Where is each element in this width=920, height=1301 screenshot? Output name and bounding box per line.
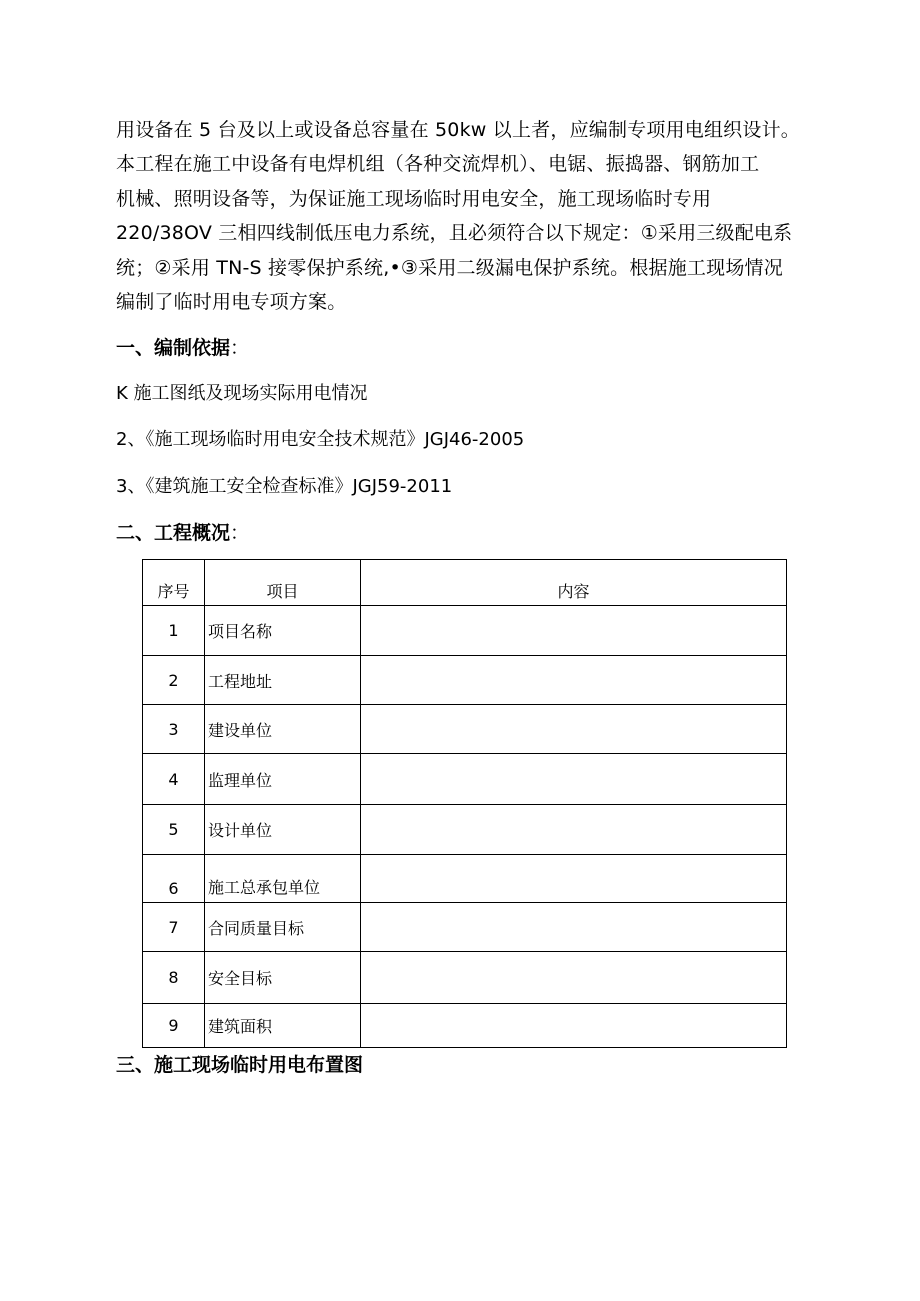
section-3-heading (116, 1053, 363, 1077)
table-row (143, 656, 787, 705)
row-content (361, 754, 787, 805)
row-item: 工程地址 (205, 656, 361, 705)
table-row (143, 903, 787, 952)
row-content (361, 606, 787, 656)
row-item: 合同质量目标 (205, 903, 361, 952)
table-row (143, 952, 787, 1004)
section-3-title: 三、施工现场临时用电布置图 (116, 1054, 364, 1076)
table-row (143, 754, 787, 805)
row-item: 监理单位 (205, 754, 361, 805)
row-index: 9 (143, 1004, 205, 1048)
header-item: 项目 (205, 560, 361, 606)
row-index: 5 (143, 805, 205, 855)
intro-line-5: 统；②采用 TN-S 接零保护系统,•③采用二级漏电保护系统。根据施工现场情况 (116, 257, 783, 279)
row-item: 设计单位 (205, 805, 361, 855)
intro-line-2: 本工程在施工中设备有电焊机组（各种交流焊机）、电锯、振捣器、钢筋加工 (116, 153, 760, 175)
intro-line-4: 220/38OV 三相四线制低压电力系统，且必须符合以下规定：①采用三级配电系 (116, 222, 793, 244)
row-index: 1 (143, 606, 205, 656)
row-item: 施工总承包单位 (205, 855, 361, 903)
row-index: 2 (143, 656, 205, 705)
table-header-row (143, 560, 787, 606)
header-content: 内容 (361, 560, 787, 606)
reference-item-1: K 施工图纸及现场实际用电情况 (116, 383, 368, 404)
header-index: 序号 (143, 560, 205, 606)
row-item: 安全目标 (205, 952, 361, 1004)
section-2-colon: ： (230, 522, 250, 544)
intro-line-1: 用设备在 5 台及以上或设备总容量在 50kw 以上者，应编制专项用电组织设计。 (116, 119, 800, 141)
table-row (143, 606, 787, 656)
row-content (361, 656, 787, 705)
row-item: 项目名称 (205, 606, 361, 656)
row-content (361, 1004, 787, 1048)
reference-item-3: 3、《建筑施工安全检查标准》JGJ59-2011 (116, 476, 453, 497)
table-row (143, 705, 787, 754)
reference-item-2: 2、《施工现场临时用电安全技术规范》JGJ46-2005 (116, 429, 525, 450)
row-index: 4 (143, 754, 205, 805)
row-content (361, 705, 787, 754)
row-index: 7 (143, 903, 205, 952)
row-content (361, 855, 787, 903)
intro-line-3: 机械、照明设备等，为保证施工现场临时用电安全，施工现场临时专用 (116, 188, 712, 210)
table-row (143, 1004, 787, 1048)
row-item: 建筑面积 (205, 1004, 361, 1048)
row-index: 6 (143, 855, 205, 903)
section-1-title: 一、编制依据 (116, 337, 231, 359)
row-index: 8 (143, 952, 205, 1004)
row-content (361, 805, 787, 855)
section-1-heading (116, 336, 249, 360)
project-overview-table (142, 559, 787, 1048)
table-row (143, 855, 787, 903)
section-2-title: 二、工程概况 (116, 522, 231, 544)
intro-line-6: 编制了临时用电专项方案。 (116, 291, 347, 313)
row-item: 建设单位 (205, 705, 361, 754)
row-index: 3 (143, 705, 205, 754)
section-2-heading (116, 521, 249, 545)
table-row (143, 805, 787, 855)
row-content (361, 952, 787, 1004)
row-content (361, 903, 787, 952)
section-1-colon: ： (230, 337, 250, 359)
